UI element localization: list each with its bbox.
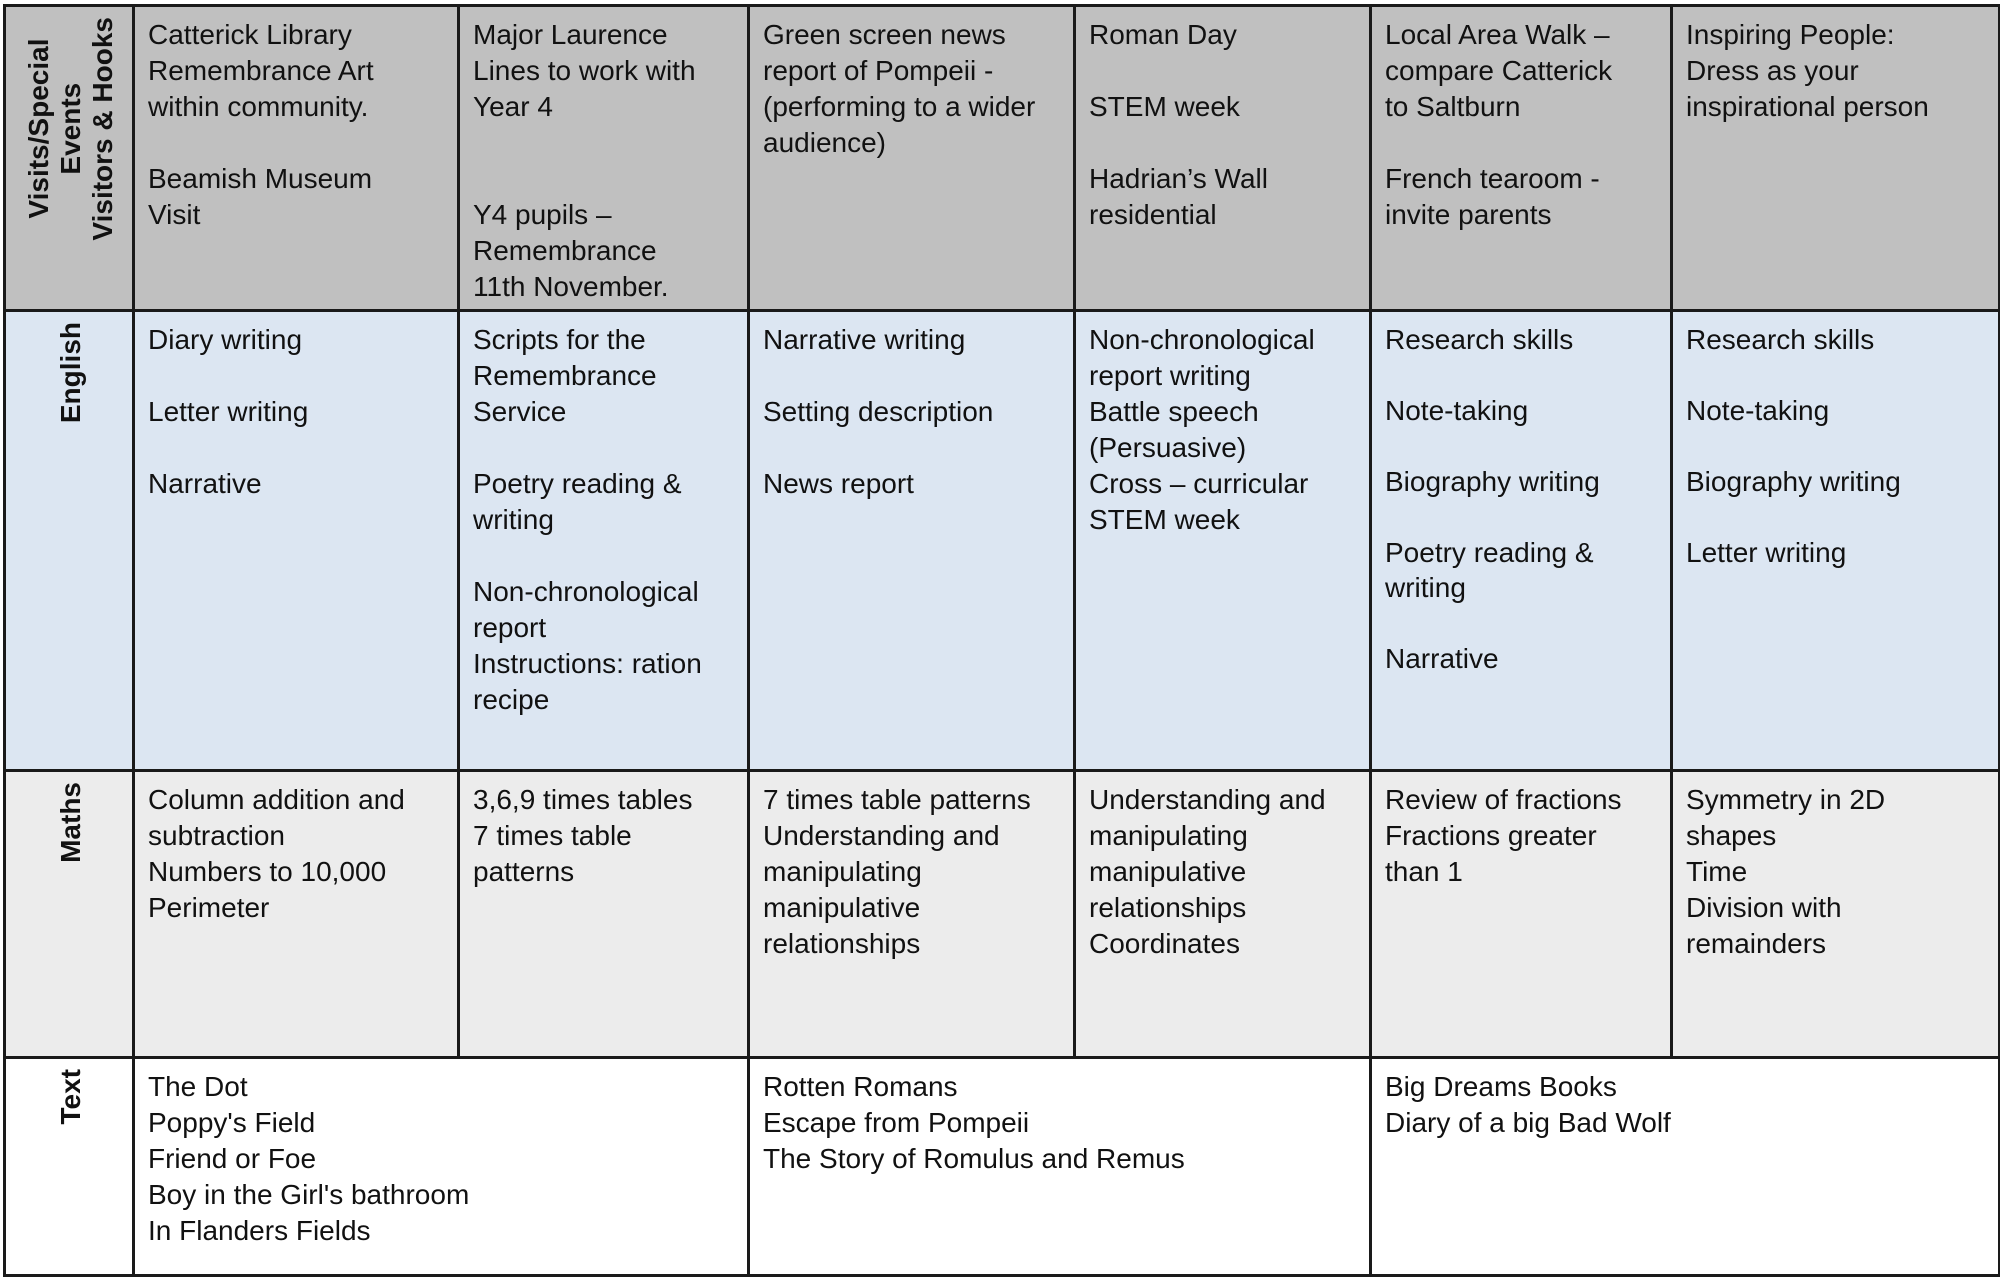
text-cell-spring	[749, 1058, 1371, 1276]
maths-cell-5	[1371, 771, 1672, 1058]
visits-cell-5	[1371, 6, 1672, 311]
cell-line: compare Catterick	[1385, 55, 1613, 86]
cell-line: Column addition and	[148, 784, 405, 815]
cell-line: Remembrance	[473, 360, 657, 391]
cell-line: Note-taking	[1686, 395, 1830, 426]
cell-line: 7 times table	[473, 820, 632, 851]
cell-line: relationships	[1089, 892, 1247, 923]
cell-line: than 1	[1385, 856, 1463, 887]
cell-line: STEM week	[1089, 504, 1240, 535]
cell-line	[1686, 428, 1988, 464]
visits-cell-3	[749, 6, 1075, 311]
cell-line: Diary writing	[148, 324, 303, 355]
cell-line: report of Pompeii -	[763, 55, 994, 86]
cell-line: In Flanders Fields	[148, 1215, 371, 1246]
cell-line: (Persuasive)	[1089, 432, 1247, 463]
cell-line	[1385, 357, 1660, 393]
cell-line: Lines to work with	[473, 55, 696, 86]
cell-line: Note-taking	[1385, 395, 1529, 426]
cell-line: relationships	[763, 928, 921, 959]
maths-row-header	[5, 771, 134, 1058]
cell-line: 3,6,9 times tables	[473, 784, 693, 815]
cell-line: 11th November.	[473, 271, 669, 302]
cell-line: manipulating	[763, 856, 922, 887]
cell-line: Fractions greater	[1385, 820, 1597, 851]
cell-line: Perimeter	[148, 892, 270, 923]
cell-line: Narrative writing	[763, 324, 966, 355]
visits-row-label: Visits/Special Events Visitors & Hooks	[22, 17, 118, 241]
text-row	[5, 1058, 2000, 1276]
cell-line: Time	[1686, 856, 1748, 887]
cell-line	[763, 358, 1063, 394]
cell-line: The Dot	[148, 1071, 248, 1102]
cell-line: Poetry reading &	[473, 468, 682, 499]
visits-cell-6	[1672, 6, 2000, 311]
cell-line	[1385, 499, 1660, 535]
english-row-label: English	[54, 322, 86, 424]
cell-line: Diary of a big Bad Wolf	[1385, 1107, 1671, 1138]
cell-line: Remembrance	[473, 235, 657, 266]
cell-line: Non-chronological	[1089, 324, 1315, 355]
cell-line	[763, 430, 1063, 466]
cell-line: within community.	[148, 91, 369, 122]
cell-line: inspirational person	[1686, 91, 1929, 122]
cell-line: writing	[473, 504, 554, 535]
maths-cell-3	[749, 771, 1075, 1058]
maths-row	[5, 771, 2000, 1058]
cell-line: Setting description	[763, 396, 994, 427]
cell-line: Visit	[148, 199, 201, 230]
cell-line: Friend or Foe	[148, 1143, 317, 1174]
cell-line: Poetry reading &	[1385, 537, 1594, 568]
cell-line	[1686, 357, 1988, 393]
cell-line: 7 times table patterns	[763, 784, 1031, 815]
cell-line: Escape from Pompeii	[763, 1107, 1030, 1138]
maths-cell-2	[459, 771, 749, 1058]
maths-cell-6	[1672, 771, 2000, 1058]
cell-line: Non-chronological	[473, 576, 699, 607]
english-cell-3	[749, 311, 1075, 771]
cell-line	[1385, 605, 1660, 641]
cell-line: Division with	[1686, 892, 1842, 923]
cell-line: subtraction	[148, 820, 285, 851]
cell-line: Poppy's Field	[148, 1107, 316, 1138]
cell-line: Remembrance Art	[148, 55, 374, 86]
cell-line: Big Dreams Books	[1385, 1071, 1617, 1102]
cell-line: Year 4	[473, 91, 553, 122]
text-cell-autumn	[134, 1058, 749, 1276]
cell-line: Boy in the Girl's bathroom	[148, 1179, 470, 1210]
cell-line: (performing to a wider	[763, 91, 1036, 122]
cell-line: Numbers to 10,000	[148, 856, 387, 887]
cell-line	[1089, 125, 1359, 161]
cell-line: Beamish Museum	[148, 163, 373, 194]
cell-line: Coordinates	[1089, 928, 1240, 959]
cell-line	[1089, 53, 1359, 89]
visits-row	[5, 6, 2000, 311]
cell-line: report	[473, 612, 547, 643]
cell-line	[473, 125, 737, 161]
cell-line: Understanding and	[763, 820, 1000, 851]
cell-line: Dress as your	[1686, 55, 1859, 86]
cell-line: Scripts for the	[473, 324, 646, 355]
cell-line: Inspiring People:	[1686, 19, 1895, 50]
english-row	[5, 311, 2000, 771]
cell-line: Roman Day	[1089, 19, 1237, 50]
cell-line	[1686, 499, 1988, 535]
cell-line	[473, 538, 737, 574]
cell-line	[148, 430, 447, 466]
visits-cell-1	[134, 6, 459, 311]
cell-line: remainders	[1686, 928, 1827, 959]
cell-line: Understanding and	[1089, 784, 1326, 815]
cell-line: Instructions: ration	[473, 648, 702, 679]
cell-line: audience)	[763, 127, 886, 158]
cell-line: Biography writing	[1686, 466, 1901, 497]
cell-line: manipulating	[1089, 820, 1248, 851]
cell-line	[148, 358, 447, 394]
cell-line: Narrative	[1385, 643, 1499, 674]
cell-line: recipe	[473, 684, 550, 715]
cell-line: manipulative	[1089, 856, 1247, 887]
cell-line: Narrative	[148, 468, 262, 499]
cell-line	[148, 125, 447, 161]
cell-line: STEM week	[1089, 91, 1240, 122]
cell-line: residential	[1089, 199, 1217, 230]
cell-line: Symmetry in 2D	[1686, 784, 1886, 815]
cell-line: Major Laurence	[473, 19, 668, 50]
maths-cell-4	[1075, 771, 1371, 1058]
english-cell-5	[1371, 311, 1672, 771]
cell-line: writing	[1385, 572, 1466, 603]
cell-line: Research skills	[1385, 324, 1574, 355]
cell-line: Catterick Library	[148, 19, 352, 50]
cell-line	[473, 161, 737, 197]
visits-cell-2	[459, 6, 749, 311]
cell-line: Letter writing	[148, 396, 309, 427]
cell-line: invite parents	[1385, 199, 1552, 230]
text-cell-summer	[1371, 1058, 2000, 1276]
cell-line	[473, 430, 737, 466]
cell-line: The Story of Romulus and Remus	[763, 1143, 1185, 1174]
visits-row-header	[5, 6, 134, 311]
english-cell-1	[134, 311, 459, 771]
cell-line: News report	[763, 468, 914, 499]
cell-line: manipulative	[763, 892, 921, 923]
maths-cell-1	[134, 771, 459, 1058]
cell-line: Battle speech	[1089, 396, 1259, 427]
cell-line: Review of fractions	[1385, 784, 1622, 815]
cell-line: Service	[473, 396, 567, 427]
cell-line: Biography writing	[1385, 466, 1600, 497]
cell-line: Y4 pupils –	[473, 199, 612, 230]
cell-line: French tearoom -	[1385, 163, 1600, 194]
maths-row-label: Maths	[54, 782, 86, 863]
cell-line: Green screen news	[763, 19, 1006, 50]
english-cell-4	[1075, 311, 1371, 771]
cell-line	[1385, 125, 1660, 161]
cell-line: Rotten Romans	[763, 1071, 958, 1102]
cell-line: Hadrian’s Wall	[1089, 163, 1268, 194]
text-row-header	[5, 1058, 134, 1276]
cell-line	[1385, 428, 1660, 464]
cell-line: Letter writing	[1686, 537, 1847, 568]
cell-line: report writing	[1089, 360, 1251, 391]
english-cell-2	[459, 311, 749, 771]
english-row-header	[5, 311, 134, 771]
visits-cell-4	[1075, 6, 1371, 311]
cell-line: Local Area Walk –	[1385, 19, 1610, 50]
curriculum-table	[3, 4, 2000, 1277]
cell-line: patterns	[473, 856, 575, 887]
english-cell-6	[1672, 311, 2000, 771]
cell-line: Cross – curricular	[1089, 468, 1309, 499]
cell-line: to Saltburn	[1385, 91, 1521, 122]
cell-line: shapes	[1686, 820, 1777, 851]
cell-line: Research skills	[1686, 324, 1875, 355]
text-row-label: Text	[54, 1069, 86, 1125]
